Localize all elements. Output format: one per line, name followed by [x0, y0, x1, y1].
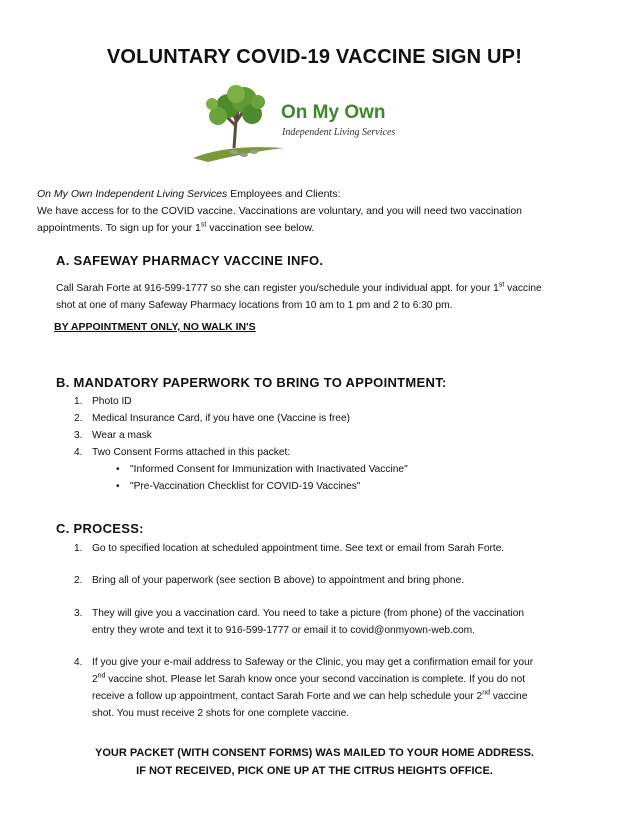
intro-line: appointments. To sign up for your 1 [37, 222, 201, 234]
bullet-item [116, 461, 594, 478]
process-item-1 [74, 540, 614, 557]
item-text: If you give your e-mail address to Safeway or the Clinic, you may get a confirmation email for your [92, 657, 534, 668]
item-text: vaccine [490, 691, 528, 702]
list-item [74, 393, 594, 410]
logo-tagline: Independent Living Services [282, 127, 396, 138]
item-number: 1. [74, 396, 83, 407]
item-number: 2. [74, 413, 83, 424]
process-item-4 [74, 654, 614, 722]
item-number: 2. [74, 575, 83, 586]
item-text: Wear a mask [92, 430, 152, 441]
process-item-2 [74, 572, 614, 589]
org-name: On My Own Independent Living Services [37, 188, 228, 200]
item-text: vaccine shot. Please let Sarah know once your second vaccination is complete. If you do not [105, 674, 526, 685]
logo-name: On My Own [281, 102, 386, 123]
process-item-3 [74, 605, 614, 639]
section-a-body [56, 280, 616, 314]
section-a-text: vaccine [504, 283, 542, 294]
section-c-heading: C. PROCESS: [56, 521, 144, 536]
superscript: nd [97, 672, 106, 680]
tree-logo-icon [188, 82, 288, 166]
footer-line: IF NOT RECEIVED, PICK ONE UP AT THE CITRUS HEIGHTS OFFICE. [136, 765, 493, 777]
item-text: Two Consent Forms attached in this packet: [92, 447, 291, 458]
item-text: Go to specified location at scheduled appointment time. See text or email from Sarah Forte. [92, 543, 505, 554]
item-number: 4. [74, 447, 83, 458]
superscript: st [498, 281, 505, 289]
superscript: st [200, 221, 207, 229]
list-item [74, 427, 594, 444]
page-title: VOLUNTARY COVID-19 VACCINE SIGN UP! [106, 46, 523, 68]
bullet-icon: • [116, 464, 120, 475]
item-number: 3. [74, 608, 83, 619]
appointment-notice: BY APPOINTMENT ONLY, NO WALK IN'S [54, 321, 256, 333]
bullet-item [116, 478, 594, 495]
item-number: 4. [74, 657, 83, 668]
intro-line: We have access for to the COVID vaccine. Vaccinations are voluntary, and you will need two vaccination [37, 205, 522, 217]
footer-notice [0, 744, 629, 780]
item-text: Bring all of your paperwork (see section B above) to appointment and bring phone. [92, 575, 465, 586]
section-b-heading: B. MANDATORY PAPERWORK TO BRING TO APPOINTMENT: [56, 375, 447, 390]
superscript: nd [482, 689, 490, 697]
section-a-heading: A. SAFEWAY PHARMACY VACCINE INFO. [56, 253, 324, 268]
section-a-text: shot at one of many Safeway Pharmacy locations from 10 am to 1 pm and 2 to 6:30 pm. [56, 300, 453, 311]
bullet-icon: • [116, 481, 120, 492]
item-number: 3. [74, 430, 83, 441]
item-text: shot. You must receive 2 shots for one complete vaccine. [92, 708, 350, 719]
item-text: receive a follow up appointment, contact Sarah Forte and we can help schedule your 2 [92, 691, 483, 702]
bullet-text: "Pre-Vaccination Checklist for COVID-19 Vaccines" [130, 481, 361, 492]
item-text: They will give you a vaccination card. You need to take a picture (from phone) of the vaccination [92, 608, 525, 619]
list-item [74, 410, 594, 427]
bullet-text: "Informed Consent for Immunization with Inactivated Vaccine" [130, 464, 408, 475]
section-a-text: Call Sarah Forte at 916-599-1777 so she can register you/schedule your individual appt. for your 1 [56, 283, 499, 294]
intro-line: vaccination see below. [206, 222, 315, 234]
intro-paragraph [37, 186, 597, 237]
item-number: 1. [74, 543, 83, 554]
list-item [74, 444, 594, 461]
paperwork-list [74, 393, 594, 495]
item-text: entry they wrote and text it to 916-599-1777 or email it to covid@onmyown-web.com. [92, 625, 475, 636]
item-text: Photo ID [92, 396, 132, 407]
company-logo [188, 82, 396, 166]
footer-line: YOUR PACKET (WITH CONSENT FORMS) WAS MAILED TO YOUR HOME ADDRESS. [95, 747, 534, 759]
item-text: 2 [92, 674, 98, 685]
item-text: Medical Insurance Card, if you have one (Vaccine is free) [92, 413, 351, 424]
intro-audience: Employees and Clients: [227, 188, 341, 200]
